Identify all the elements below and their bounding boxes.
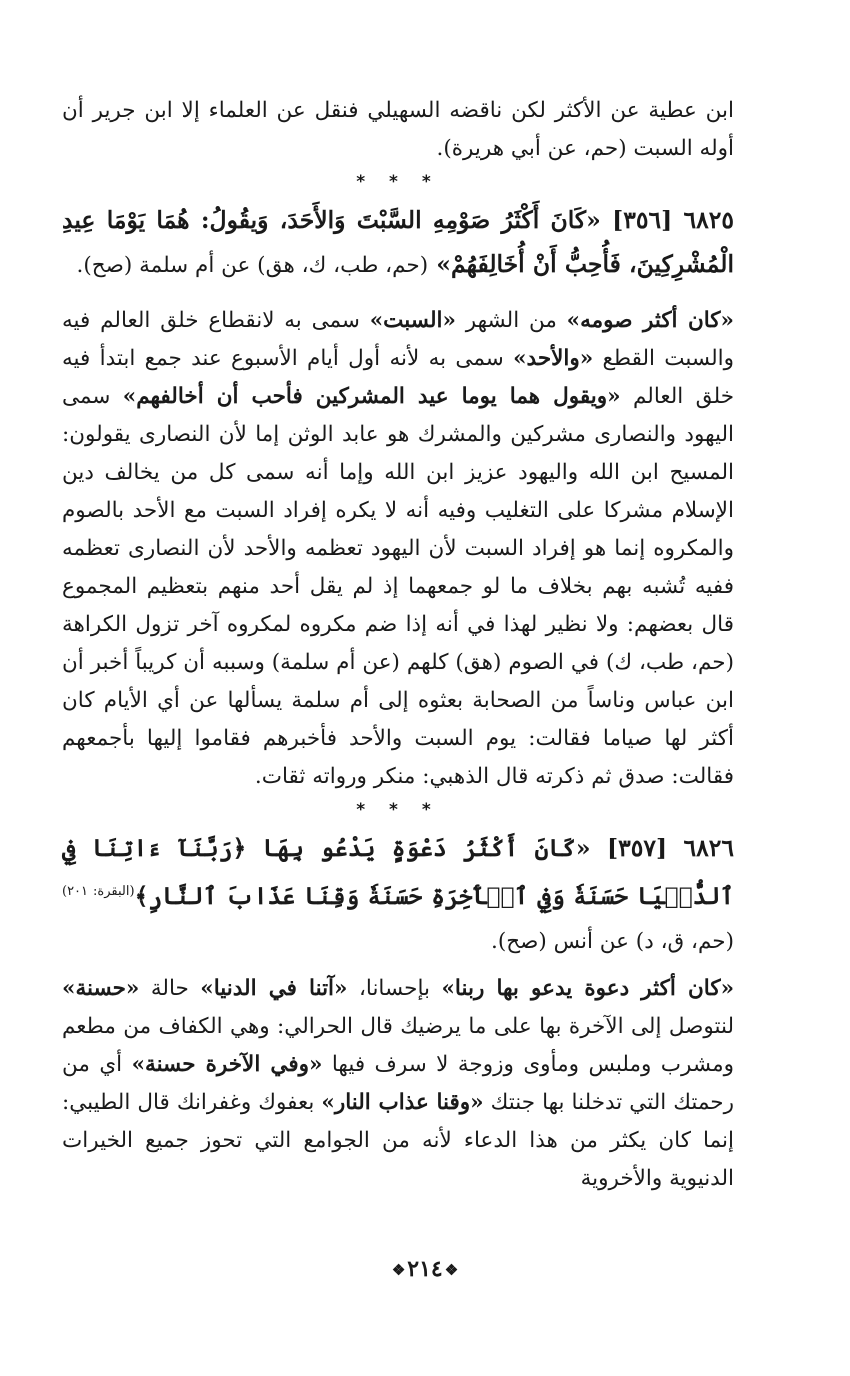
commentary-bold: «السبت» xyxy=(369,308,456,333)
hadith-text: «كَانَ أَكْثَرُ صَوْمِهِ السَّبْتَ وَالأَحَدَ، وَيقُولُ: هُمَا يَوْمَا عِيدِ الْمُشْرِكِينَ، فَأُحِبُّ أَنْ أُخَالِفَهُمْ» xyxy=(62,206,734,278)
commentary-text: بعفوك وغفرانك قال الطيبي: إنما كان يكثر من هذا الدعاء لأنه من الجوامع التي تحوز جميع الخيرات الدنيوية والأخروية xyxy=(62,1089,734,1191)
commentary-bold: «كان أكثر صومه» xyxy=(566,308,734,333)
commentary-6826 xyxy=(62,970,734,1198)
commentary-bold: «كان أكثر دعوة يدعو بها ربنا» xyxy=(441,975,735,1001)
hadith-6826 xyxy=(62,826,734,964)
commentary-bold: «وقنا عذاب النار» xyxy=(321,1089,484,1115)
commentary-text: حالة xyxy=(139,975,201,1001)
ayah-reference: (البقرة: ٢٠١) xyxy=(62,884,135,899)
commentary-text: بإحسانا، xyxy=(347,975,442,1001)
hadith-number: ٦٨٢٦ [٣٥٧] xyxy=(607,834,734,862)
page-content xyxy=(62,92,734,1198)
commentary-bold: «ويقول هما يوما عيد المشركين فأحب أن أخالفهم» xyxy=(122,384,621,409)
commentary-bold: «حسنة» xyxy=(62,975,140,1001)
hadith-6825 xyxy=(62,198,734,288)
hadith-number: ٦٨٢٥ [٣٥٦] xyxy=(612,206,734,234)
commentary-text: سمى اليهود والنصارى مشركين والمشرك هو عابد الوثن إما لأن النصارى يقولون: المسيح ابن الله واليهود عزيز ابن الله وإما أنه سمى كل من يخالف دين الإسلام مشركا على التغليب وفيه أنه لا يكره إفراد السبت مع الأحد بالصوم والمكروه إنما هو إفراد السبت لأن اليهود تعظمه والأحد لأن النصارى تعظمه ففيه تُشبه بهم بخلاف ما لو جمعهما إذ لم يقل أحد منهم بتعظيم المجموع قال بعضهم: ولا نظير لهذا في أنه إذا ضم مكروه لمكروه آخر تزول الكراهة (حم، طب، ك) في الصوم (هق) كلهم (عن أم سلمة) وسببه أن كريباً أخبر أن ابن عباس وناساً من الصحابة بعثوه إلى أم سلمة يسألها عن أي الأيام كان أكثر لها صياما فقالت: يوم السبت والأحد فأخبرهم فقاموا إليها بأجمعهم فقالت: صدق ثم ذكرته قال الذهبي: منكر ورواته ثقات. xyxy=(62,384,734,789)
page-number xyxy=(0,1256,850,1282)
commentary-6825 xyxy=(62,302,734,796)
commentary-text: أي من رحمتك التي تدخلنا بها جنتك xyxy=(62,1051,734,1115)
commentary-bold: «والأحد» xyxy=(513,346,594,371)
commentary-bold: «وفي الآخرة حسنة» xyxy=(131,1051,323,1077)
page-number-value: ٢١٤ xyxy=(407,1256,443,1282)
commentary-bold: «آتنا في الدنيا» xyxy=(200,975,348,1001)
hadith-reference: (حم، طب، ك، هق) عن أم سلمة (صح). xyxy=(76,253,429,278)
hadith-reference: (حم، ق، د) عن أنس (صح). xyxy=(491,928,734,954)
hadith-text: «كَانَ أَكْثَرُ دَعْوَةٍ يَدْعُو بِهَا xyxy=(262,834,591,862)
commentary-text: سمى به لانقطاع خلق العالم فيه والسبت القطع xyxy=(62,308,734,371)
commentary-text: من الشهر xyxy=(455,308,567,333)
commentary-text: سمى به لأنه أول أيام الأسبوع عند جمع ابتدأ فيه خلق العالم xyxy=(62,346,734,409)
separator-stars: * * * xyxy=(356,172,440,192)
commentary-text: لنتوصل إلى الآخرة بها على ما يرضيك قال الحرالي: وهي الكفاف من مطعم ومشرب وملبس ومأوى وزوجة لا سرف فيها xyxy=(62,1013,734,1077)
separator-stars: * * * xyxy=(356,800,440,820)
ornament-icon: ❖ xyxy=(391,1261,406,1279)
ornament-icon: ❖ xyxy=(444,1261,459,1279)
top-paragraph: ابن عطية عن الأكثر لكن ناقضه السهيلي فنقل عن العلماء إلا ابن جرير أن أوله السبت (حم، عن أبي هريرة). xyxy=(62,98,734,161)
quran-ayah: ﴿رَبَّنَآ ءَاتِنَا فِي ٱلدُّنۡيَا حَسَنَةٗ وَفِي ٱلۡأٓخِرَةِ حَسَنَةٗ وَقِنَا عَذَابَ ٱلنَّارِ﴾ xyxy=(62,834,735,910)
